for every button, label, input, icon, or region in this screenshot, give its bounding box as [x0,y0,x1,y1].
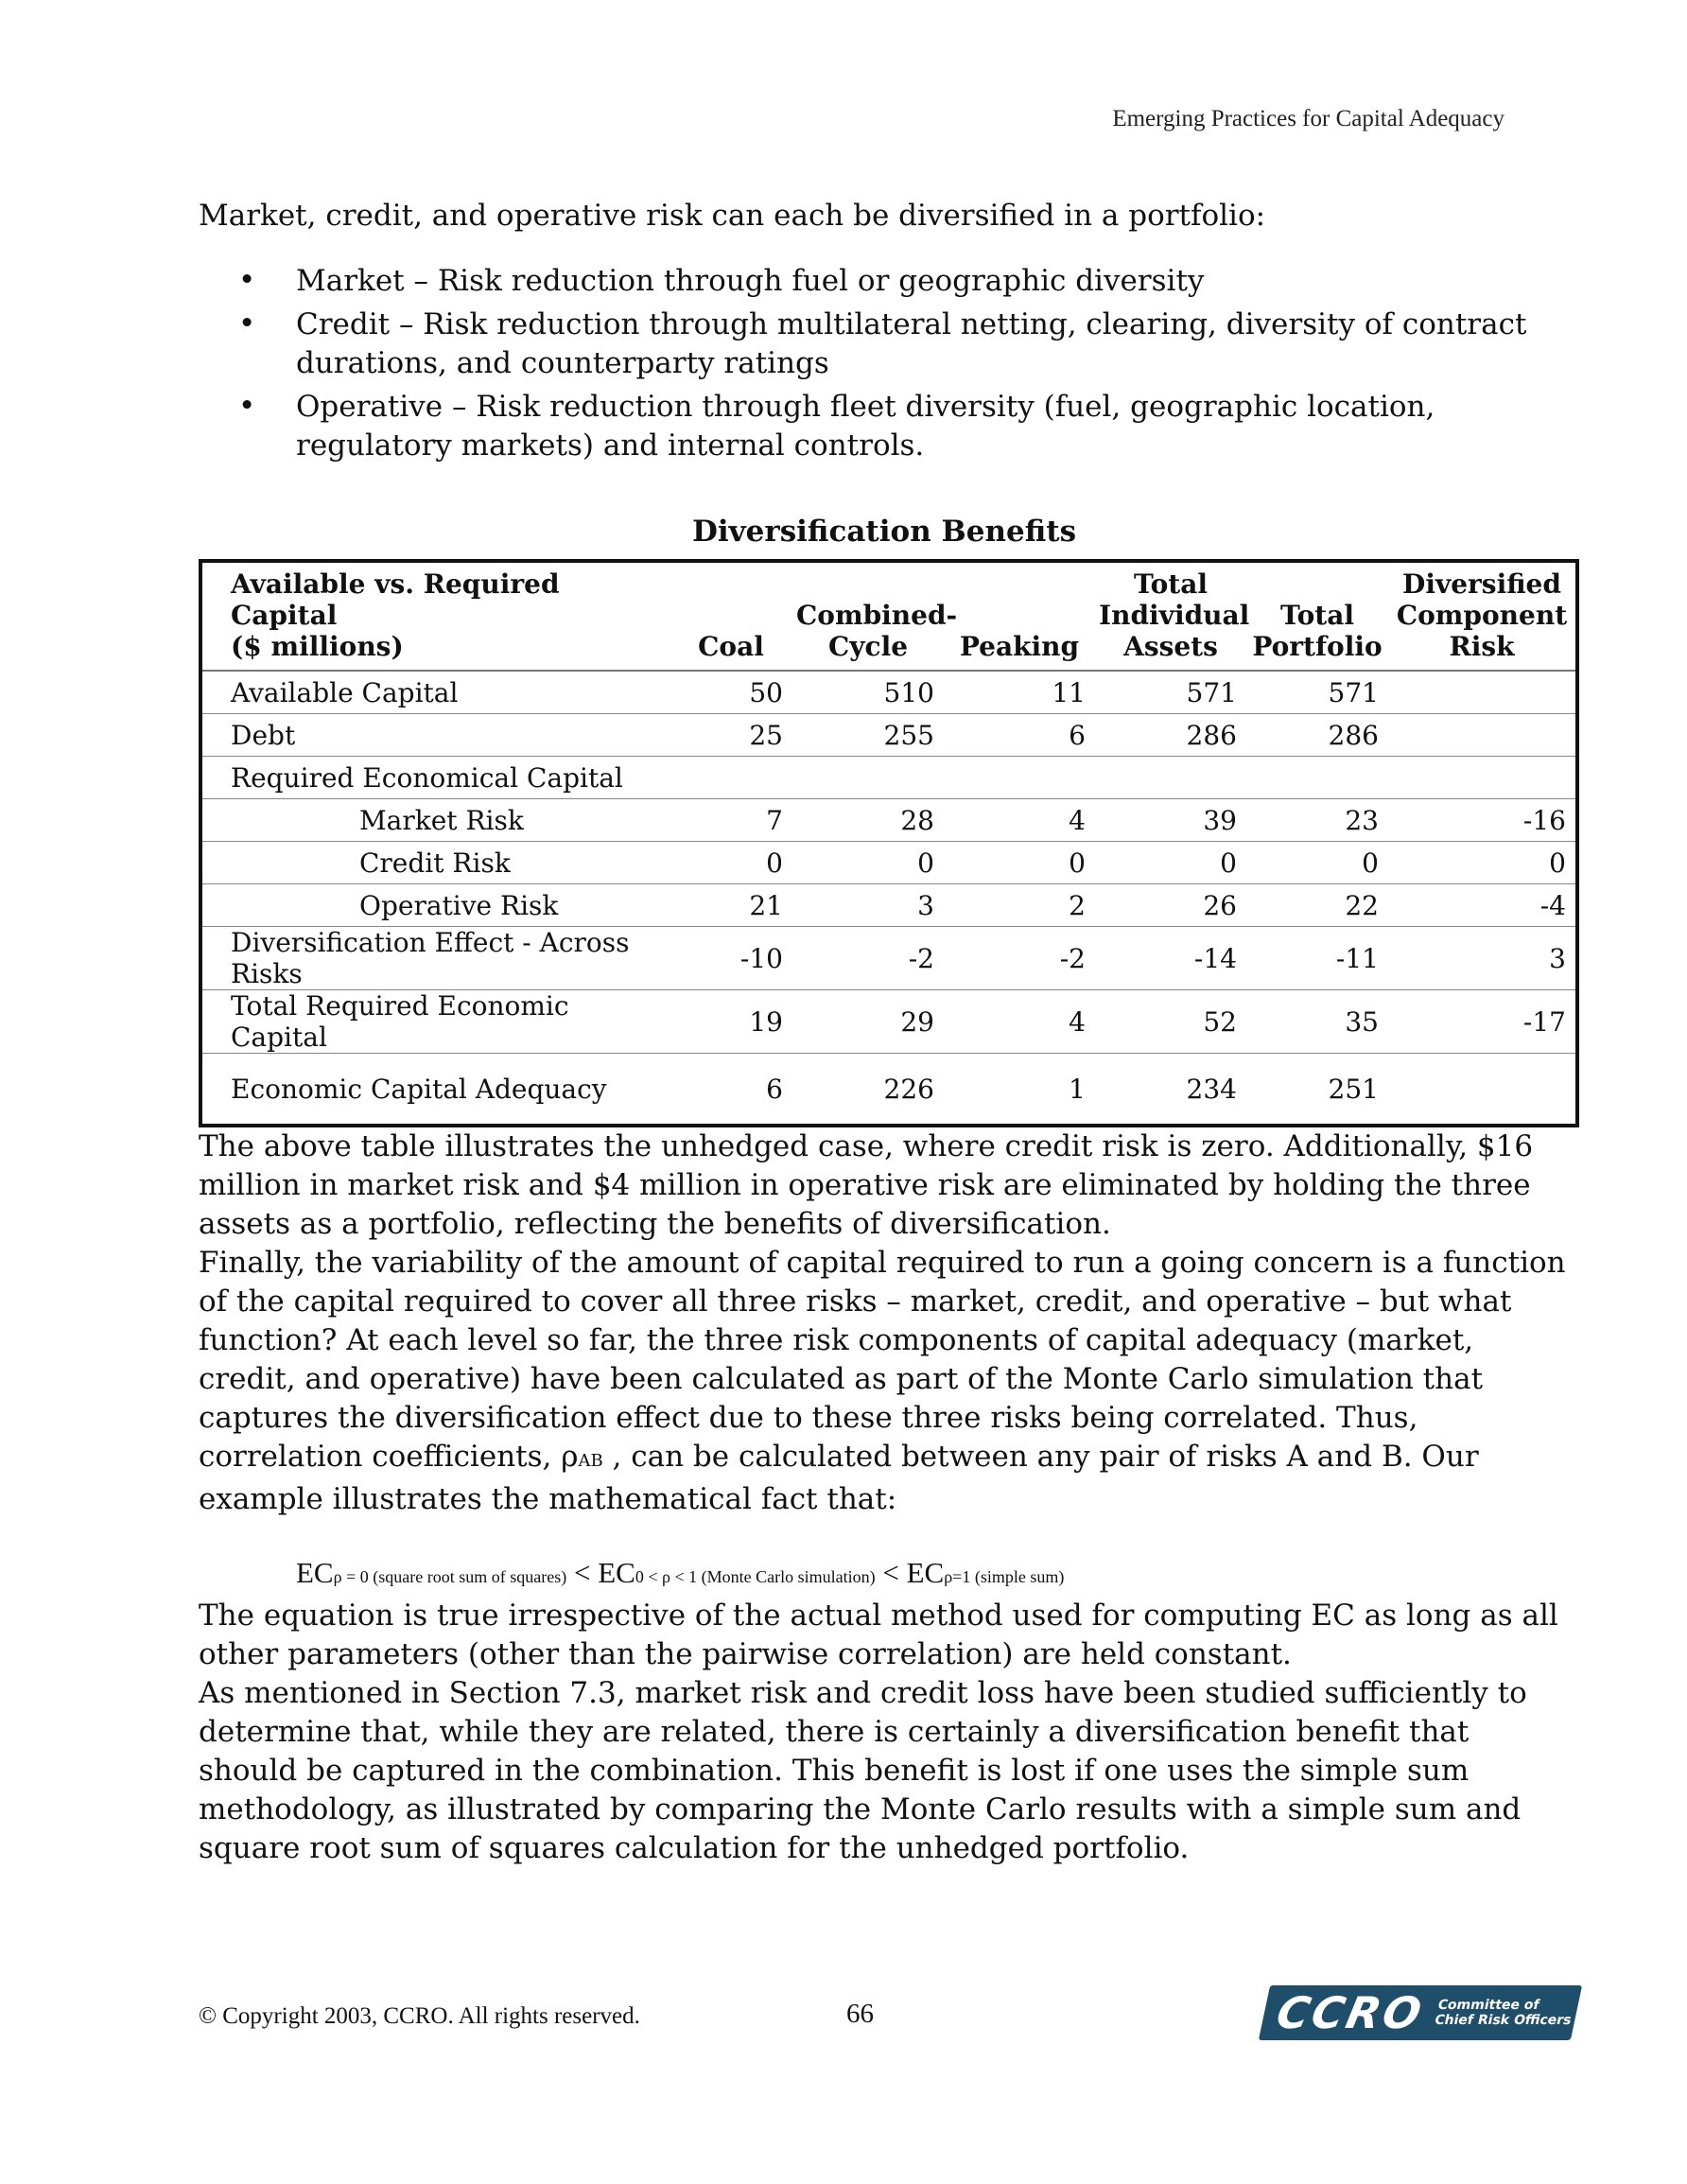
table-row [200,757,1577,799]
intro-paragraph: Market, credit, and operative risk can each be diversified in a portfolio: [199,199,1266,233]
table-cell: -14 [1095,927,1246,990]
table-title: Diversification Benefits [691,515,1077,549]
row-label: Required Economical Capital [200,757,670,799]
row-label: Operative Risk [200,884,670,927]
logo-wordmark: CCRO [1272,1987,1429,2038]
column-header: Diversified Component Risk [1388,561,1577,671]
page-number: 66 [846,1999,874,2029]
row-label: Diversification Effect - Across Risks [200,927,670,990]
table-cell: 571 [1095,671,1246,714]
table-row [200,1054,1577,1127]
ec-inequality-formula: ECρ = 0 (square root sum of squares) < EC0 < ρ < 1 (Monte Carlo simulation) < ECρ=1 (simple sum) [296,1556,1065,1589]
table-row [200,990,1577,1054]
row-label: Debt [200,714,670,757]
row-label: Available Capital [200,671,670,714]
header-label: Available vs. Required Capital ($ millions) [200,561,670,671]
list-item [199,306,1570,383]
table-cell: 571 [1246,671,1388,714]
table-cell: 2 [944,884,1095,927]
table-cell: -2 [792,927,944,990]
ccro-logo [1259,1985,1582,2040]
list-item [199,262,1570,301]
table-cell: 28 [792,799,944,842]
paragraph-unhedged: The above table illustrates the unhedged case, where credit risk is zero. Additionally, $16 million in market risk and $4 million in operative risk are eliminated by holding the three assets as a portfolio, reflecting the benefits of diversification. [199,1129,1534,1241]
rho-subscript: AB [578,1451,603,1471]
table-cell: -11 [1246,927,1388,990]
table-cell: 23 [1246,799,1388,842]
row-label: Total Required Economic Capital [200,990,670,1054]
table-cell: 0 [1095,842,1246,884]
table-cell: 0 [1246,842,1388,884]
table-cell: 1 [1069,1073,1086,1105]
running-header: Emerging Practices for Capital Adequacy [1112,106,1504,131]
table-cell: 255 [792,714,944,757]
table-row [200,884,1577,927]
table-row [200,842,1577,884]
table-cell: -4 [1388,884,1577,927]
table-cell [1388,1054,1577,1127]
row-label: Market Risk [200,799,670,842]
table-cell: 25 [670,714,792,757]
table-cell: 0 [1388,842,1577,884]
risk-bullet-list [199,262,1570,465]
bullet-icon: • [238,306,256,341]
table-cell: 0 [944,842,1095,884]
table-cell: 21 [670,884,792,927]
table-header-row [200,561,1577,671]
table-cell [1388,757,1577,799]
table-cell: -17 [1388,990,1577,1054]
bullet-icon: • [238,263,256,297]
table-cell [792,757,944,799]
table-row [200,799,1577,842]
table-cell [1388,714,1577,757]
table-cell: -2 [944,927,1095,990]
table-cell: 226 [883,1073,934,1105]
column-header: Total Portfolio [1246,561,1388,671]
table-cell [1388,671,1577,714]
table-cell: 0 [670,842,792,884]
diversification-table [199,559,1579,1127]
rho-symbol: ρ [561,1440,579,1474]
bullet-text: Market – Risk reduction through fuel or geographic diversity [296,264,1205,298]
table-cell: -16 [1388,799,1577,842]
table-cell: 7 [670,799,792,842]
table-cell [670,757,792,799]
copyright-notice: © Copyright 2003, CCRO. All rights reserved. [199,2003,640,2029]
table-cell: 286 [1095,714,1246,757]
list-item [199,388,1570,465]
table-cell: 3 [792,884,944,927]
paragraph-section-reference: As mentioned in Section 7.3, market risk and credit loss have been studied sufficiently to determine that, while they are related, there is certainly a diversification benefit that should be captured in the combination. This benefit is lost if one uses the simple sum methodology, as illustrated by comparing the Monte Carlo results with a simple sum and square root sum of squares calculation for the unhedged portfolio. [199,1676,1527,1865]
table-cell: 29 [792,990,944,1054]
table-cell [1095,757,1246,799]
table-cell: 50 [670,671,792,714]
table-cell: 11 [944,671,1095,714]
table-cell [1246,757,1388,799]
table-cell: 4 [944,799,1095,842]
logo-subtitle: Committee of Chief Risk Officers [1433,1998,1574,2028]
row-label: Economic Capital Adequacy [231,1073,607,1105]
table-cell: 0 [792,842,944,884]
page-content [199,197,1570,1868]
table-cell: 286 [1246,714,1388,757]
column-header: Coal [670,561,792,671]
table-cell: 52 [1095,990,1246,1054]
table-cell: 19 [670,990,792,1054]
table-cell: 39 [1095,799,1246,842]
table-cell: 251 [1328,1073,1379,1105]
table-cell: 26 [1095,884,1246,927]
paragraph-variability: Finally, the variability of the amount of capital required to run a going concern is a function of the capital required to cover all three risks – market, credit, and operative – but what function? At each level so far, the three risk components of capital adequacy (market, credit, and operative) have been calculated as part of the Monte Carlo simulation that captures the diversification effect due to these three risks being correlated. Thus, correlation coefficients, ρAB , can be calculated between any pair of risks A and B. Our example illustrates the mathematical fact that: [199,1246,1566,1516]
table-cell: 4 [944,990,1095,1054]
paragraph-equation-note: The equation is true irrespective of the actual method used for computing EC as long as all other parameters (other than the pairwise correlation) are held constant. [199,1599,1558,1671]
table-cell: 35 [1246,990,1388,1054]
table-row [200,927,1577,990]
bullet-icon: • [238,389,256,423]
table-row [200,671,1577,714]
table-cell: -10 [670,927,792,990]
bullet-text: Credit – Risk reduction through multilateral netting, clearing, diversity of contract durations, and counterparty ratings [296,307,1527,380]
column-header: Combined- Cycle [792,561,944,671]
table-cell: 6 [766,1073,783,1105]
column-header: Total Individual Assets [1095,561,1246,671]
column-header: Peaking [944,561,1095,671]
bullet-text: Operative – Risk reduction through fleet diversity (fuel, geographic location, regulatory markets) and internal controls. [296,390,1435,463]
table-cell: 3 [1388,927,1577,990]
table-cell: 6 [944,714,1095,757]
row-label: Credit Risk [200,842,670,884]
table-cell [944,757,1095,799]
table-cell: 234 [1186,1073,1237,1105]
table-cell: 22 [1246,884,1388,927]
table-row [200,714,1577,757]
table-cell: 510 [792,671,944,714]
